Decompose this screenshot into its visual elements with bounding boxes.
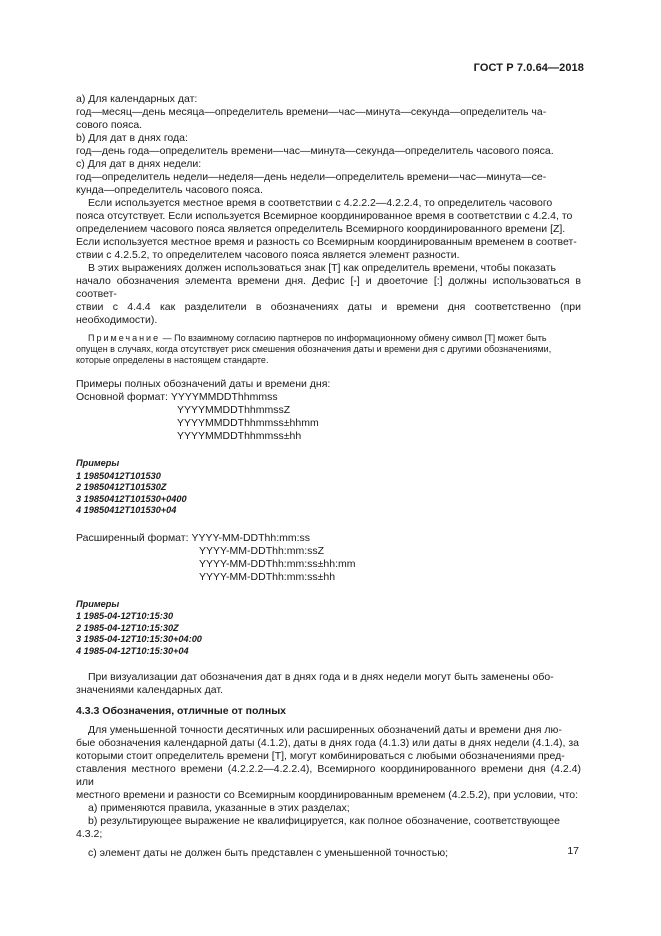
text-line: местного времени и разности со Всемирным координированным временем (4.2.5.2), при условии, что: — [76, 789, 579, 801]
examples-intro: Примеры полных обозначений даты и времени дня: — [76, 378, 331, 390]
text-line: год—месяц—день месяца—определитель времени—час—минута—секунда—определитель ча- — [76, 106, 547, 118]
note-keyword: Примечание — [88, 333, 161, 343]
text-line: В этих выражениях должен использоваться знак [T] как определитель времени, чтобы показать — [88, 262, 556, 274]
format-string: YYYY-MM-DDThh:mm:ss — [191, 531, 311, 544]
example-line: 3 1985-04-12T10:15:30+04:00 — [76, 634, 202, 644]
format-string: YYYYMMDDThhmmss — [170, 391, 278, 403]
format-string: YYYY-MM-DDThh:mm:ss±hh — [199, 570, 336, 583]
text-line: При визуализации дат обозначения дат в днях года и в днях недели могут быть заменены обо- — [88, 671, 554, 683]
format-string: YYYY-MM-DDThh:mm:ss±hh:mm — [199, 557, 356, 570]
note-block — [76, 333, 581, 366]
text-line: 4.3.2; — [76, 828, 103, 840]
list-item-c: c) Для дат в днях недели: — [76, 158, 202, 170]
format-list — [76, 93, 581, 197]
list-item-a: a) Для календарных дат: — [76, 93, 198, 105]
example-line: 4 1985-04-12T10:15:30+04 — [76, 645, 189, 656]
text-line: сового пояса. — [76, 119, 143, 131]
text-line: ствии с 4.2.5.2, то определителем часового пояса является элемент разности. — [76, 249, 460, 261]
format-string: YYYYMMDDThhmmss±hh — [177, 430, 302, 442]
paragraph-timezone — [76, 197, 581, 262]
example-line: 3 19850412T101530+0400 — [76, 493, 187, 504]
example-line: 1 1985-04-12T10:15:30 — [76, 611, 174, 621]
basic-format-block — [76, 378, 581, 443]
text-line: которые определены в настоящем стандарте. — [76, 355, 269, 365]
examples-title: Примеры — [76, 458, 120, 468]
basic-format-label: Основной формат: — [76, 391, 171, 403]
paragraph-designator — [76, 262, 581, 327]
text-line: кунда—определитель часового пояса. — [76, 184, 263, 196]
paragraph-reduced — [76, 724, 581, 802]
format-string: YYYYMMDDThhmmss±hhmm — [177, 417, 319, 429]
paragraph-visualization — [76, 671, 581, 697]
condition-c: c) элемент даты не должен быть представлен с уменьшенной точностью; — [88, 847, 449, 859]
format-string: YYYYMMDDThhmmssZ — [177, 404, 291, 416]
text-line: бые обозначения календарной даты (4.1.2), даты в днях года (4.1.3) или даты в днях недели (4.1.4), за — [76, 737, 580, 749]
example-line: 4 19850412T101530+04 — [76, 505, 177, 515]
text-line: определением часового пояса является определитель Всемирного координированного времени [Z]. — [76, 223, 566, 235]
examples-title: Примеры — [76, 598, 120, 609]
condition-a: a) применяются правила, указанные в этих разделах; — [88, 802, 350, 814]
text-line: год—определитель недели—неделя—день недели—определитель времени—час—минута—се- — [76, 171, 547, 183]
list-item-b: b) Для дат в днях года: — [76, 132, 188, 144]
text-line: пояса отсутствует. Если используется Всемирное координированное время в соответствии с 4.2.4, то — [76, 210, 573, 222]
basic-examples — [76, 458, 581, 517]
text-line: которыми стоит определитель времени [T], могут комбинироваться с любыми обозначениями пред- — [76, 750, 565, 762]
page-number: 17 — [567, 845, 579, 857]
extended-examples — [76, 599, 581, 658]
text-line: Если используется местное время и разность со Всемирным координированным временем в соответ- — [76, 236, 577, 248]
page-body — [76, 93, 581, 860]
text-line: — По взаимному согласию партнеров по информационному обмену символ [T] может быть — [160, 333, 547, 343]
text-line: начало обозначения элемента времени дня. Дефис [-] и двоеточие [:] должны использоваться в соответ- — [76, 275, 581, 300]
text-line: Если используется местное время в соответствии с 4.2.2.2—4.2.2.4, то определитель часового — [88, 197, 553, 209]
text-line: Для уменьшенной точности десятичных или расширенных обозначений даты и времени дня лю- — [88, 724, 562, 736]
text-line: год—день года—определитель времени—час—минута—секунда—определитель часового пояса. — [76, 145, 554, 157]
extended-format-label: Расширенный формат: — [76, 531, 192, 544]
example-line: 1 19850412T101530 — [76, 470, 161, 481]
conditions-list — [76, 802, 581, 860]
extended-format-block — [76, 532, 581, 584]
text-line: ставления местного времени (4.2.2.2—4.2.2.4), Всемирного координированного времени дня (4.2.4) или — [76, 763, 581, 788]
text-line: значениями календарных дат. — [76, 684, 223, 696]
section-heading: 4.3.3 Обозначения, отличные от полных — [76, 705, 286, 717]
format-string: YYYY-MM-DDThh:mm:ssZ — [199, 544, 325, 557]
example-line: 2 1985-04-12T10:15:30Z — [76, 622, 179, 633]
condition-b: b) результирующее выражение не квалифицируется, как полное обозначение, соответствующее — [88, 815, 560, 827]
text-line: опущен в случаях, когда отсутствует риск смешения обозначения даты и времени дня с другими обозначениями, — [76, 344, 552, 354]
example-line: 2 19850412T101530Z — [76, 482, 167, 492]
document-id: ГОСТ Р 7.0.64—2018 — [473, 62, 584, 74]
text-line: ствии с 4.4.4 как разделители в обозначениях даты и времени дня соответственно (при необходимости). — [76, 301, 581, 326]
